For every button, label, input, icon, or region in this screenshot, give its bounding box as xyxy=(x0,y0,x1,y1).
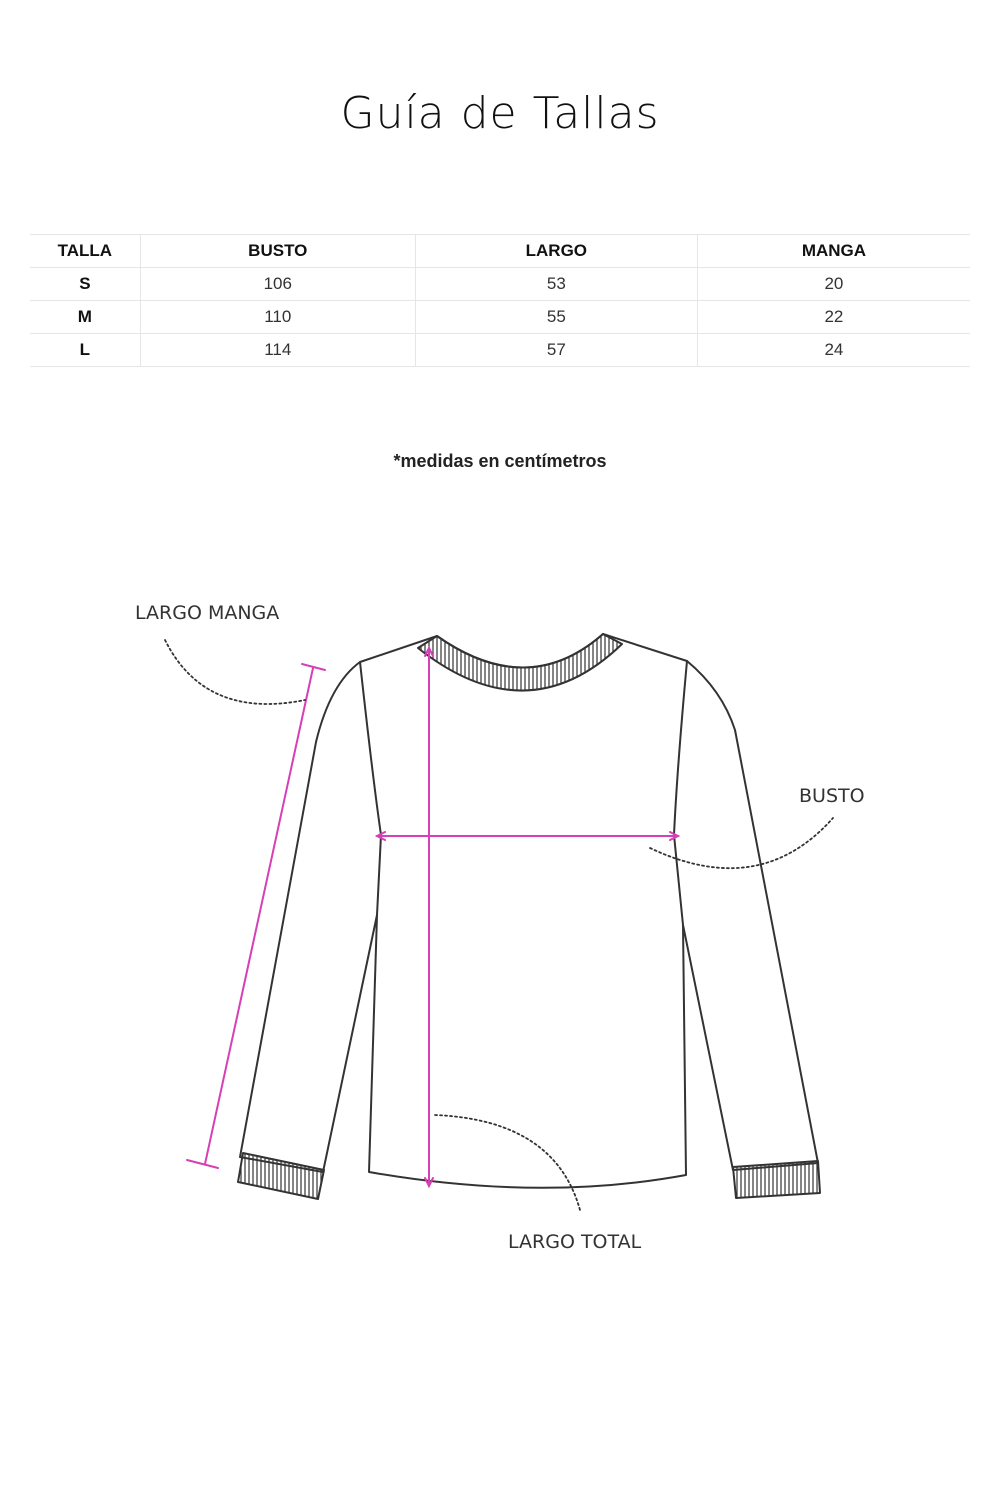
header-talla: TALLA xyxy=(30,235,140,268)
largo-cell: 57 xyxy=(415,334,697,367)
table-row xyxy=(30,301,970,334)
collar-rib xyxy=(418,634,622,691)
header-busto: BUSTO xyxy=(140,235,415,268)
table-row xyxy=(30,268,970,301)
total-length-label: LARGO TOTAL xyxy=(508,1231,642,1253)
left-cuff-rib xyxy=(238,1153,324,1199)
size-table xyxy=(30,234,970,367)
units-note: *medidas en centímetros xyxy=(393,451,607,471)
right-cuff-rib xyxy=(733,1161,820,1198)
largo-cell: 55 xyxy=(415,301,697,334)
total-length-measure xyxy=(425,648,433,1186)
length-leader xyxy=(435,1115,580,1210)
manga-cell: 22 xyxy=(697,301,970,334)
busto-cell: 110 xyxy=(140,301,415,334)
sleeve-leader xyxy=(165,640,305,704)
busto-cell: 106 xyxy=(140,268,415,301)
page-title: Guía de Tallas xyxy=(340,88,660,139)
size-cell: S xyxy=(30,268,140,301)
table-row xyxy=(30,334,970,367)
header-largo: LARGO xyxy=(415,235,697,268)
table-header-row xyxy=(30,235,970,268)
size-cell: M xyxy=(30,301,140,334)
largo-cell: 53 xyxy=(415,268,697,301)
sweater-outline xyxy=(240,634,818,1188)
busto-cell: 114 xyxy=(140,334,415,367)
bust-label: BUSTO xyxy=(799,785,865,807)
sweater-measurement-diagram xyxy=(0,560,1000,1280)
size-cell: L xyxy=(30,334,140,367)
manga-cell: 24 xyxy=(697,334,970,367)
header-manga: MANGA xyxy=(697,235,970,268)
bust-measure xyxy=(377,832,678,840)
sleeve-length-measure xyxy=(187,664,325,1168)
manga-cell: 20 xyxy=(697,268,970,301)
sleeve-length-label: LARGO MANGA xyxy=(135,602,280,624)
